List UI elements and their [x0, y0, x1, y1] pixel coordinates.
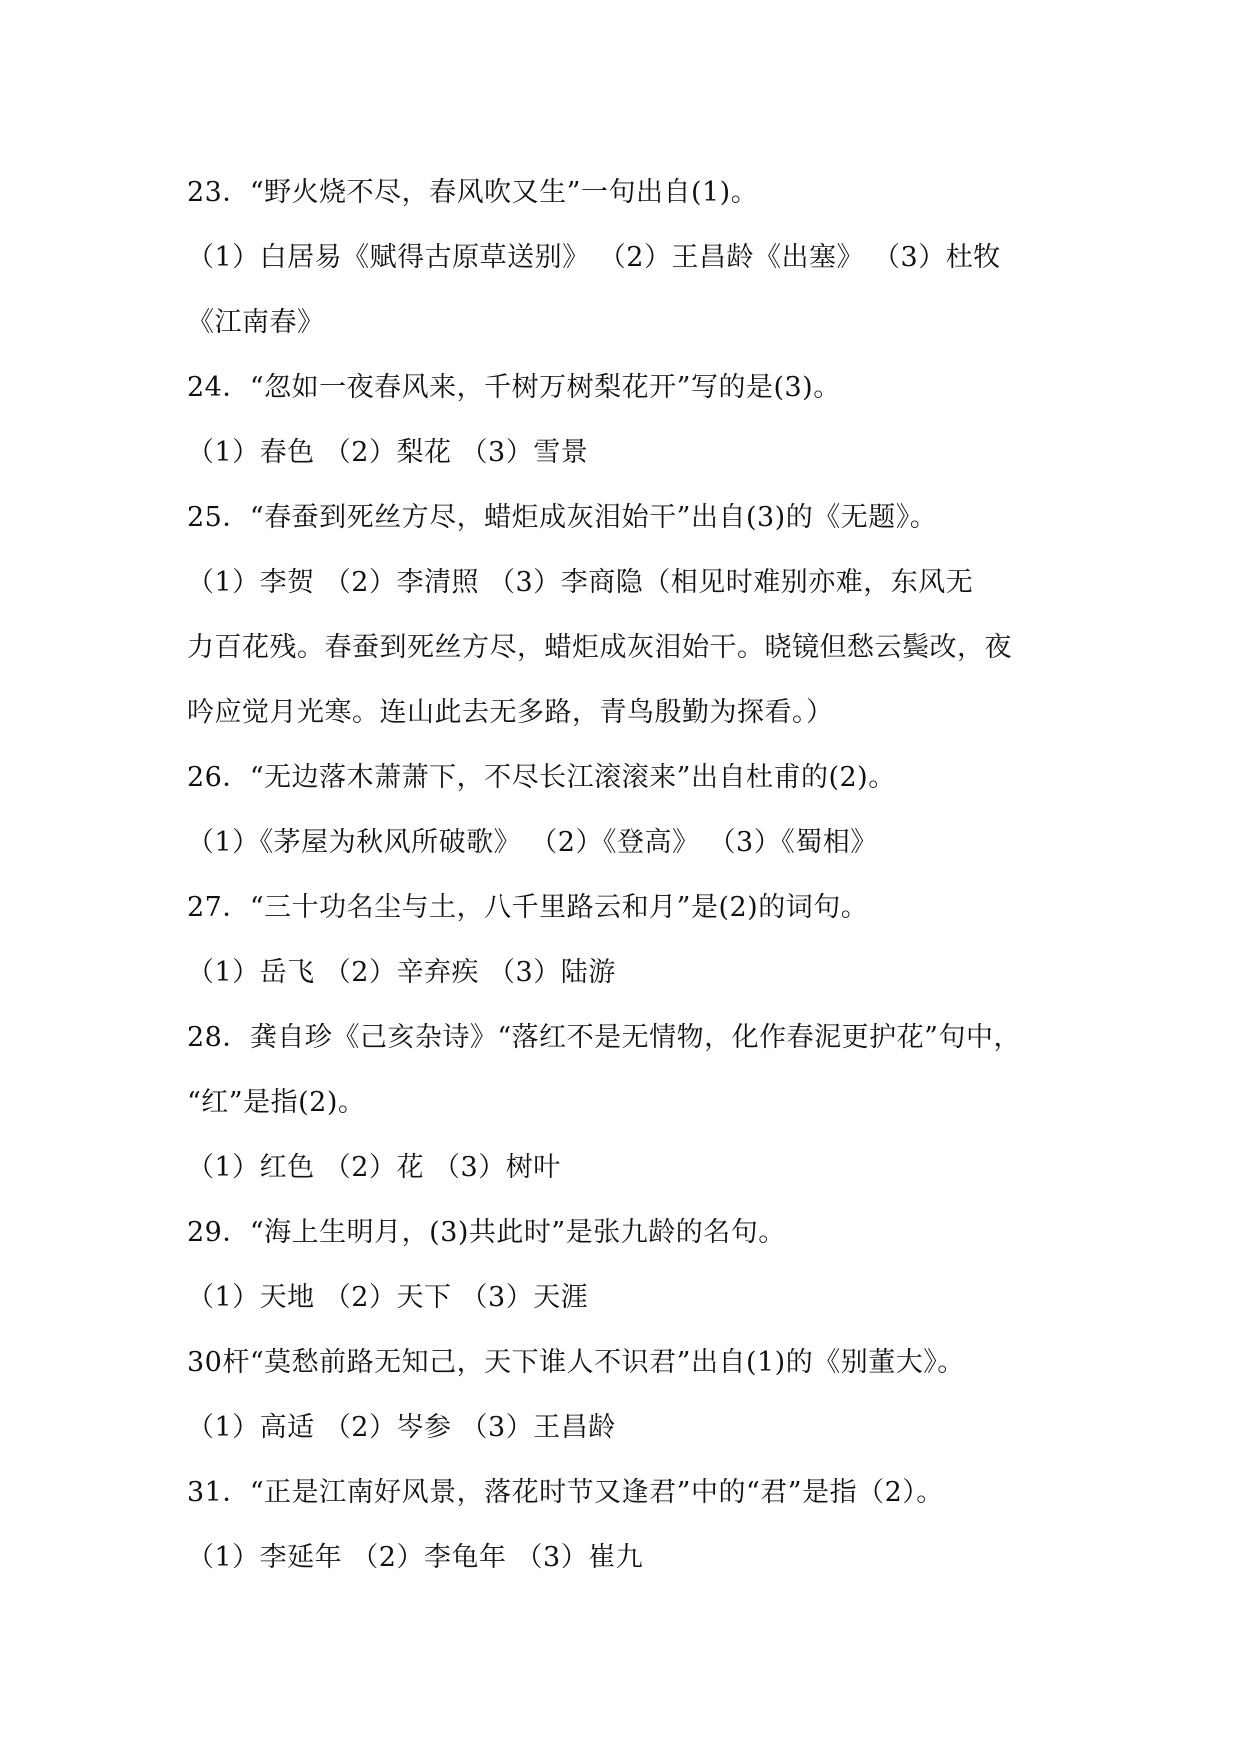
question-24-options: （1）春色 （2）梨花 （3）雪景 — [187, 437, 589, 468]
question-29-options: （1）天地 （2）天下 （3）天涯 — [187, 1282, 589, 1313]
question-25-note-line-2: 力百花残。春蚕到死丝方尽，蜡炬成灰泪始干。晓镜但愁云鬓改，夜 — [187, 632, 1012, 663]
question-23-options-cont: 《江南春》 — [187, 307, 325, 338]
question-29-stem: 29．“海上生明月，(3)共此时”是张九龄的名句。 — [187, 1217, 786, 1248]
question-26-options: （1）《茅屋为秋风所破歌》 （2）《登高》 （3）《蜀相》 — [187, 827, 878, 858]
question-27-stem: 27．“三十功名尘与土，八千里路云和月”是(2)的词句。 — [187, 892, 869, 923]
question-25-stem: 25．“春蚕到死丝方尽，蜡炬成灰泪始干”出自(3)的《无题》。 — [187, 502, 938, 533]
question-28-stem: 28．龚自珍《己亥杂诗》“落红不是无情物，化作春泥更护花”句中， — [187, 1022, 1021, 1053]
question-23-options: （1）白居易《赋得古原草送别》 （2）王昌龄《出塞》 （3）杜牧 — [187, 242, 1001, 273]
question-24-stem: 24．“忽如一夜春风来，千树万树梨花开”写的是(3)。 — [187, 372, 841, 403]
question-31-options: （1）李延年 （2）李龟年 （3）崔九 — [187, 1542, 644, 1573]
question-25-options: （1）李贺 （2）李清照 （3）李商隐（相见时难别亦难，东风无 — [187, 567, 974, 598]
question-30-stem: 30杆“莫愁前路无知己，天下谁人不识君”出自(1)的《别董大》。 — [187, 1347, 965, 1378]
question-28-stem-cont: “红”是指(2)。 — [187, 1087, 366, 1118]
question-27-options: （1）岳飞 （2）辛弃疾 （3）陆游 — [187, 957, 616, 988]
question-31-stem: 31．“正是江南好风景，落花时节又逢君”中的“君”是指（2）。 — [187, 1477, 944, 1508]
question-26-stem: 26．“无边落木萧萧下，不尽长江滚滚来”出自杜甫的(2)。 — [187, 762, 896, 793]
question-28-options: （1）红色 （2）花 （3）树叶 — [187, 1152, 561, 1183]
question-30-options: （1）高适 （2）岑参 （3）王昌龄 — [187, 1412, 616, 1443]
question-list — [187, 160, 1067, 1590]
question-25-note-line-3: 吟应觉月光寒。连山此去无多路，青鸟殷勤为探看。） — [187, 697, 834, 728]
question-23-stem: 23．“野火烧不尽，春风吹又生”一句出自(1)。 — [187, 177, 759, 208]
